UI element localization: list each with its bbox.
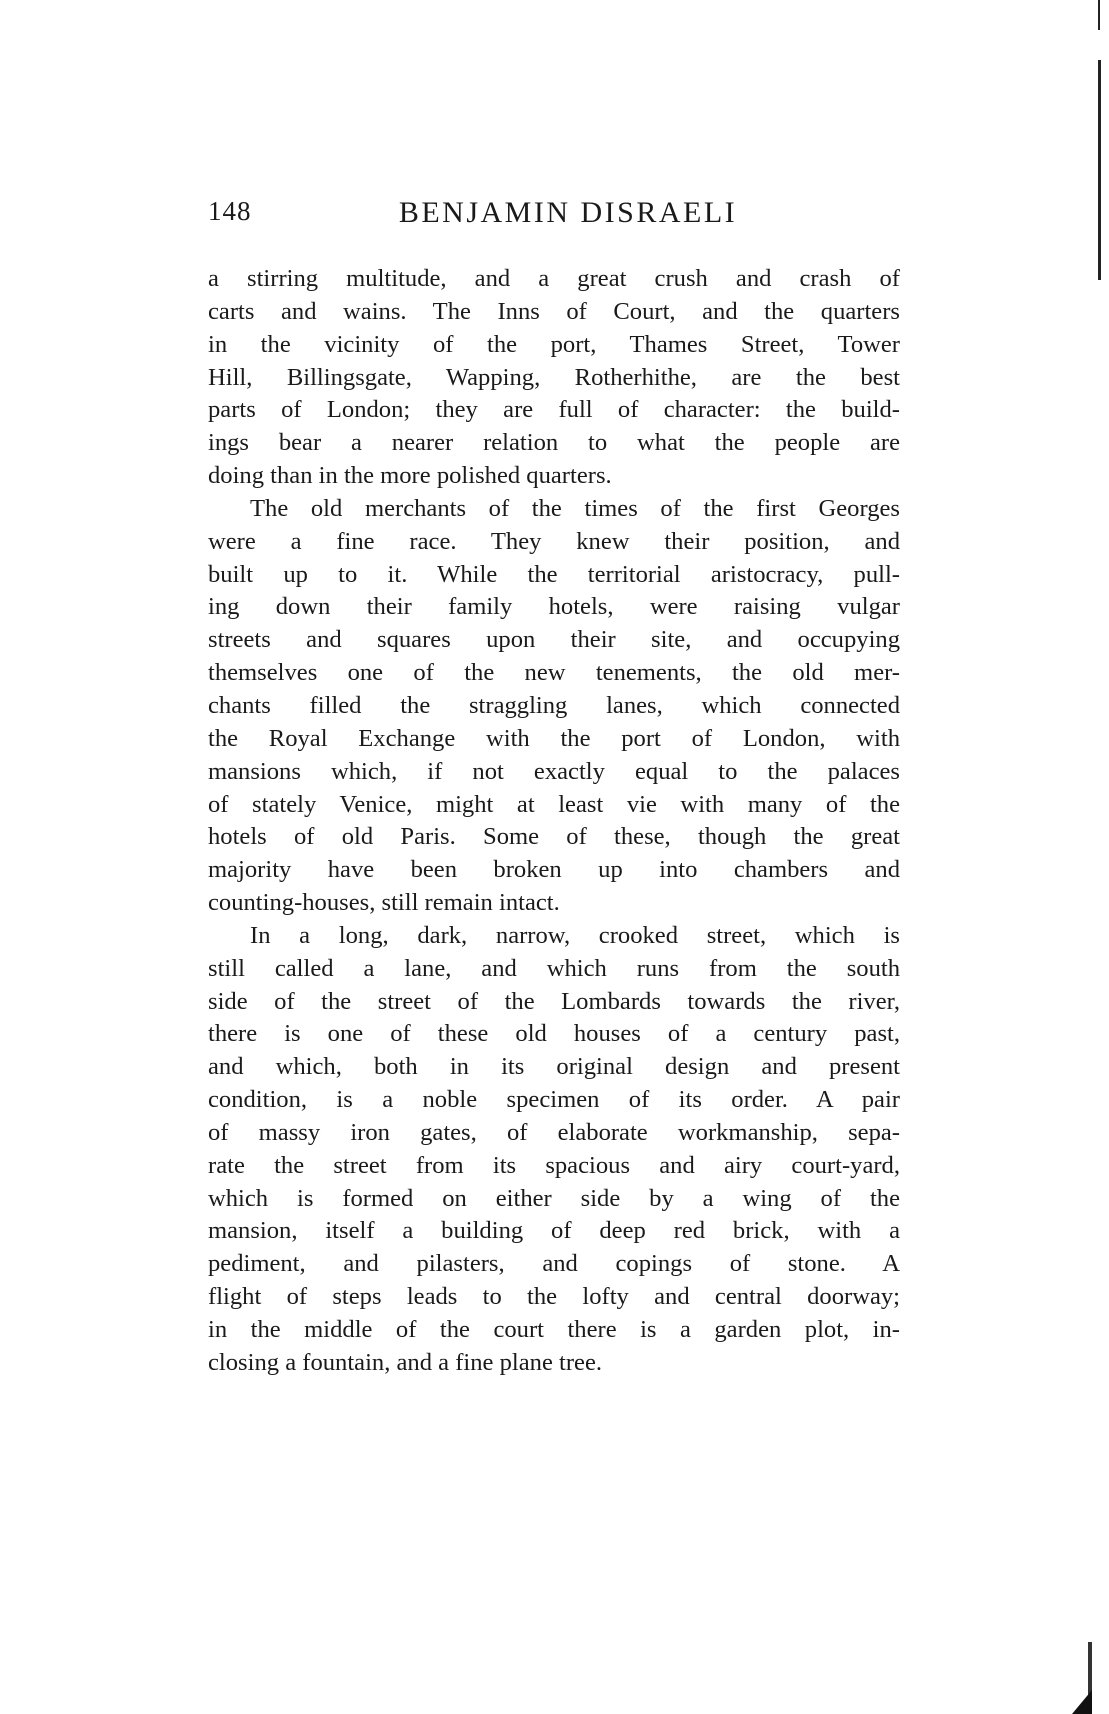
text-line: condition, is a noble specimen of its order. A pair [208,1086,900,1114]
text-line: hotels of old Paris. Some of these, though the great [208,823,900,851]
text-line: counting-houses, still remain intact. [208,889,560,917]
text-line: in the middle of the court there is a garden plot, in- [208,1316,900,1343]
text-line: streets and squares upon their site, and occupying [208,626,900,654]
text-line: still called a lane, and which runs from the south [208,954,900,982]
page-header [208,196,900,240]
text-line: ing down their family hotels, were raising vulgar [208,593,900,621]
text-line: flight of steps leads to the lofty and central doorway; [208,1283,900,1311]
text-line: of massy iron gates, of elaborate workmanship, sepa- [208,1118,900,1146]
text-line: mansion, itself a building of deep red brick, with a [208,1217,900,1245]
text-line: The old merchants of the times of the first Georges [250,494,900,522]
text-line: in the vicinity of the port, Thames Street, Tower [208,330,900,358]
paragraph [208,263,900,493]
text-line: side of the street of the Lombards towards the river, [208,987,900,1015]
paragraph [208,920,900,1380]
text-line: pediment, and pilasters, and copings of stone. A [208,1250,900,1278]
scan-edge-mark [1098,0,1100,30]
text-line: the Royal Exchange with the port of London, with [208,724,900,752]
text-line: mansions which, if not exactly equal to the palaces [208,757,900,785]
scan-corner-notch [1072,1690,1092,1714]
text-line: there is one of these old houses of a century past, [208,1020,900,1048]
text-line: closing a fountain, and a fine plane tree. [208,1348,603,1376]
text-line: and which, both in its original design and present [208,1053,900,1081]
text-line: were a fine race. They knew their position, and [208,527,900,555]
text-line: In a long, dark, narrow, crooked street, which is [250,921,900,949]
running-head: BENJAMIN DISRAELI [398,196,738,229]
text-line: carts and wains. The Inns of Court, and the quarters [208,297,900,325]
text-line: parts of London; they are full of character: the build- [208,396,900,424]
body-text [208,263,900,1380]
text-line: Hill, Billingsgate, Wapping, Rotherhithe, are the best [208,363,900,391]
text-line: which is formed on either side by a wing of the [208,1184,900,1212]
text-line: a stirring multitude, and a great crush and crash of [208,265,900,292]
text-line: themselves one of the new tenements, the old mer- [208,659,900,687]
scan-edge-line [1098,60,1101,280]
text-line: chants filled the straggling lanes, which connected [208,691,900,719]
text-line: of stately Venice, might at least vie with many of the [208,790,900,818]
paragraph [208,493,900,920]
text-line: built up to it. While the territorial aristocracy, pull- [208,560,900,588]
text-line: doing than in the more polished quarters. [208,462,612,490]
page-number: 148 [208,196,252,226]
text-line: majority have been broken up into chambers and [208,856,900,884]
text-line: rate the street from its spacious and airy court-yard, [208,1151,900,1179]
text-line: ings bear a nearer relation to what the people are [208,429,900,457]
